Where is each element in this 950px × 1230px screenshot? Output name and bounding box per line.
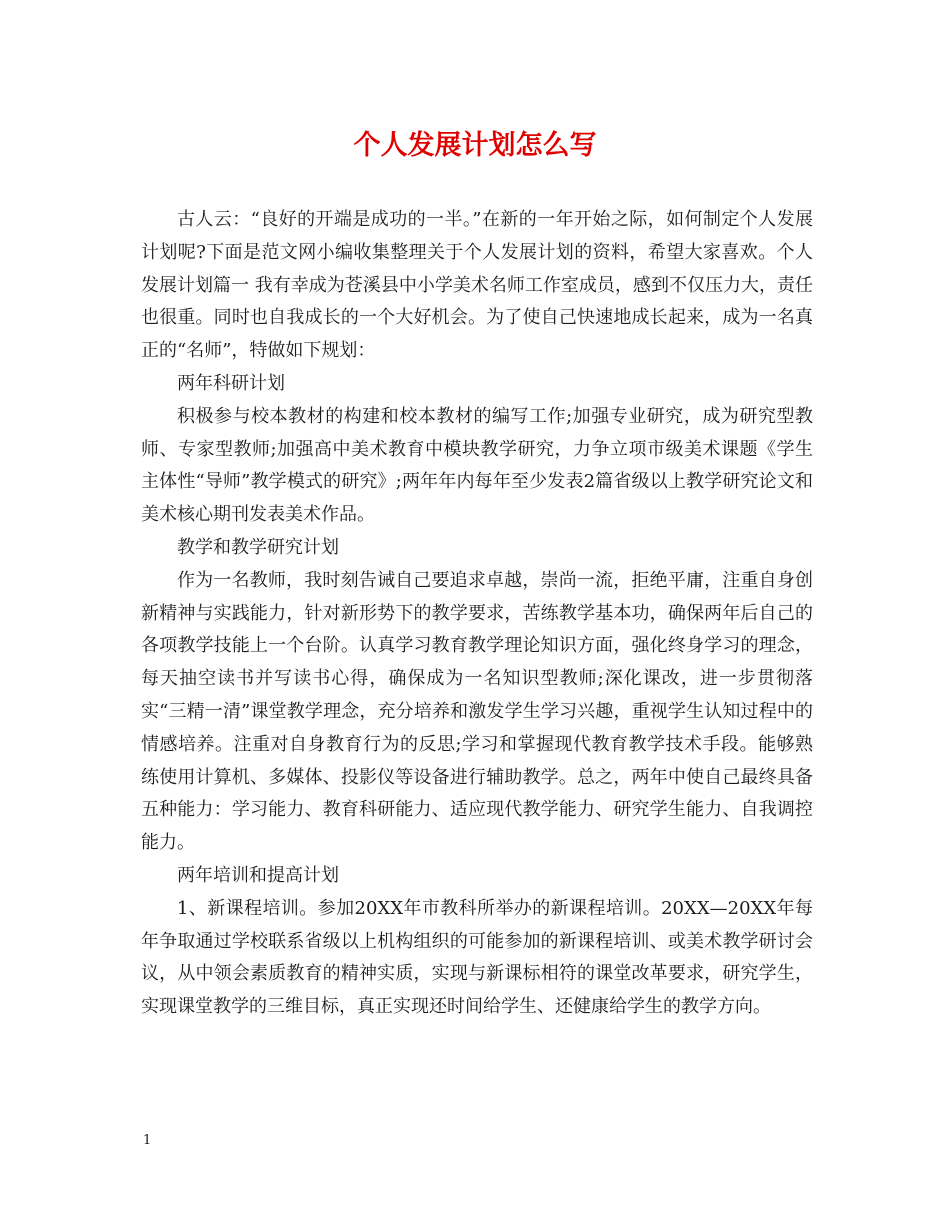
paragraph-training: 1、新课程培训。参加20XX年市教科所举办的新课程培训。20XX—20XX年每年争取通过学校联系省级以上机构组织的可能参加的新课程培训、或美术教学研讨会议，从中领会素质教育的精神实质，实现与新课标相符的课堂改革要求，研究学生，实现课堂教学的三维目标，真正实现还时间给学生、还健康给学生的教学方向。: [141, 897, 813, 1018]
paragraph-teaching: 作为一名教师，我时刻告诫自己要追求卓越，崇尚一流，拒绝平庸，注重自身创新精神与实践能力，针对新形势下的教学要求，苦练教学基本功，确保两年后自己的各项教学技能上一个台阶。认真学习教育教学理论知识方面，强化终身学习的理念，每天抽空读书并写读书心得，确保成为一名知识型教师;深化课改，进一步贯彻落实“三精一清”课堂教学理念，充分培养和激发学生学习兴趣，重视学生认知过程中的情感培养。注重对自身教育行为的反思;学习和掌握现代教育教学技术手段。能够熟练使用计算机、多媒体、投影仪等设备进行辅助教学。总之，两年中使自己最终具备五种能力：学习能力、教育科研能力、适应现代教学能力、研究学生能力、自我调控能力。: [141, 569, 813, 854]
section-heading-teaching: 教学和教学研究计划: [177, 536, 339, 558]
section-heading-training: 两年培训和提高计划: [177, 864, 339, 886]
page-number: 1: [143, 1133, 152, 1148]
paragraph-intro: 古人云：“良好的开端是成功的一半。”在新的一年开始之际，如何制定个人发展计划呢?下面是范文网小编收集整理关于个人发展计划的资料，希望大家喜欢。个人发展计划篇一 我有幸成为苍溪县中小学美术名师工作室成员，感到不仅压力大，责任也很重。同时也自我成长的一个大好机会。为了使自己快速地成长起来，成为一名真正的“名师”，特做如下规划：: [141, 209, 813, 362]
section-heading-research: 两年科研计划: [177, 372, 285, 394]
paragraph-research: 积极参与校本教材的构建和校本教材的编写工作;加强专业研究，成为研究型教师、专家型教师;加强高中美术教育中模块教学研究，力争立项市级美术课题《学生主体性“导师”教学模式的研究》;两年年内每年至少发表2篇省级以上教学研究论文和美术核心期刊发表美术作品。: [141, 405, 813, 526]
document-body: [141, 204, 813, 1024]
document-title: 个人发展计划怎么写: [353, 130, 597, 161]
